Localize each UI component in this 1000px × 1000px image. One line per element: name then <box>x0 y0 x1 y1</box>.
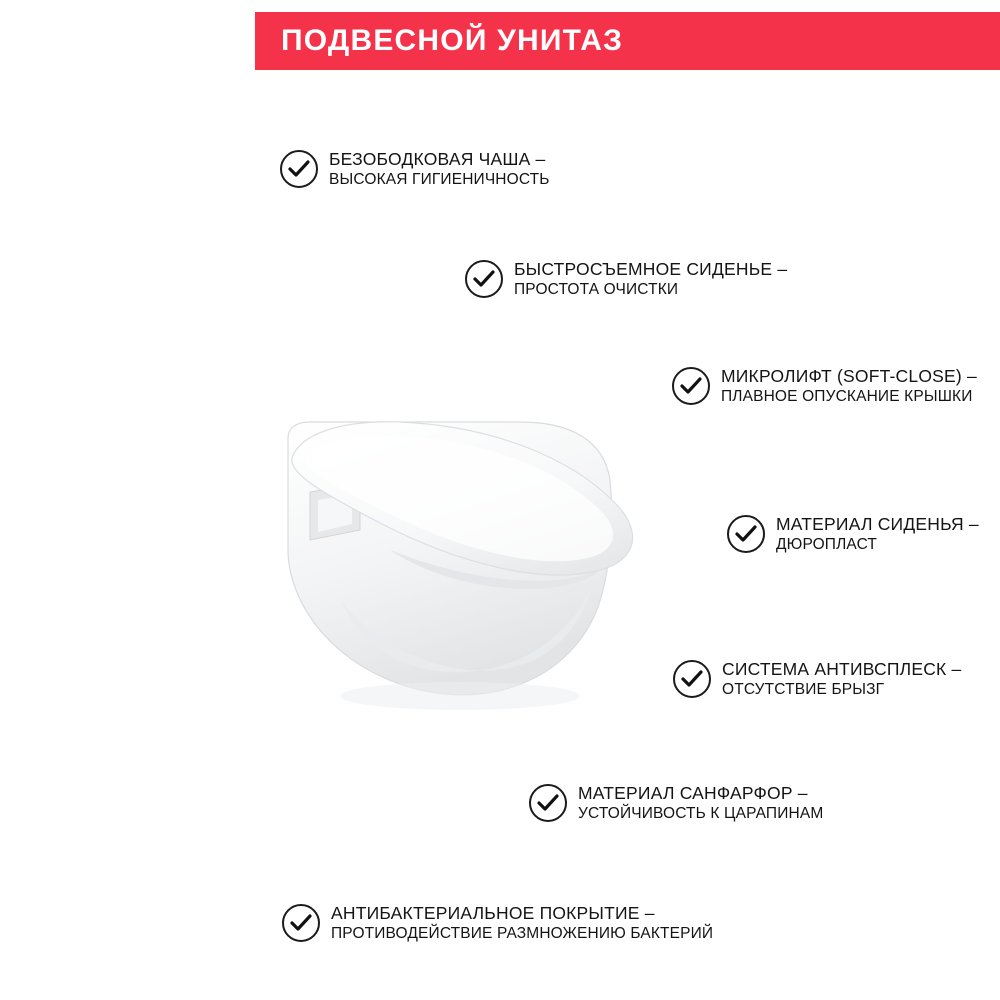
feature-item <box>727 513 979 555</box>
feature-subtitle: ПРОСТОТА ОЧИСТКИ <box>514 280 679 298</box>
feature-text <box>776 513 979 555</box>
product-image <box>270 400 700 730</box>
feature-title: МАТЕРИАЛ САНФАРФОР – <box>578 783 808 803</box>
wall-hung-toilet-icon <box>270 400 700 730</box>
feature-item <box>529 782 823 824</box>
feature-item <box>465 258 787 300</box>
feature-text <box>578 782 823 824</box>
poster-title: ПОДВЕСНОЙ УНИТАЗ <box>281 24 624 57</box>
poster-canvas <box>120 0 979 1000</box>
feature-subtitle: ПЛАВНОЕ ОПУСКАНИЕ КРЫШКИ <box>721 387 973 405</box>
check-circle-icon <box>280 150 318 188</box>
check-circle-icon <box>727 515 765 553</box>
feature-subtitle: УСТОЙЧИВОСТЬ К ЦАРАПИНАМ <box>578 804 824 822</box>
check-circle-icon <box>529 784 567 822</box>
feature-title: СИСТЕМА АНТИВСПЛЕСК – <box>722 659 962 679</box>
feature-text <box>722 658 961 700</box>
feature-title: МИКРОЛИФТ (SOFT-CLOSE) – <box>721 366 977 386</box>
feature-title: МАТЕРИАЛ СИДЕНЬЯ – <box>776 514 979 534</box>
feature-subtitle: ПРОТИВОДЕЙСТВИЕ РАЗМНОЖЕНИЮ БАКТЕРИЙ <box>331 924 714 942</box>
feature-subtitle: ДЮРОПЛАСТ <box>776 535 878 553</box>
feature-text <box>514 258 787 300</box>
feature-text <box>329 148 550 190</box>
feature-title: БЫСТРОСЪЕМНОЕ СИДЕНЬЕ – <box>514 259 788 279</box>
feature-item <box>672 365 977 407</box>
feature-subtitle: ОТСУТСТВИЕ БРЫЗГ <box>722 680 885 698</box>
check-circle-icon <box>282 904 320 942</box>
feature-item <box>673 658 961 700</box>
feature-text <box>331 902 713 944</box>
check-circle-icon <box>465 260 503 298</box>
feature-title: АНТИБАКТЕРИАЛЬНОЕ ПОКРЫТИЕ – <box>331 903 655 923</box>
check-circle-icon <box>672 367 710 405</box>
feature-item <box>282 902 713 944</box>
poster-banner <box>255 12 1000 70</box>
feature-text <box>721 365 977 407</box>
feature-title: БЕЗОБОДКОВАЯ ЧАША – <box>329 149 546 169</box>
check-circle-icon <box>673 660 711 698</box>
feature-item <box>280 148 550 190</box>
feature-subtitle: ВЫСОКАЯ ГИГИЕНИЧНОСТЬ <box>329 170 550 188</box>
